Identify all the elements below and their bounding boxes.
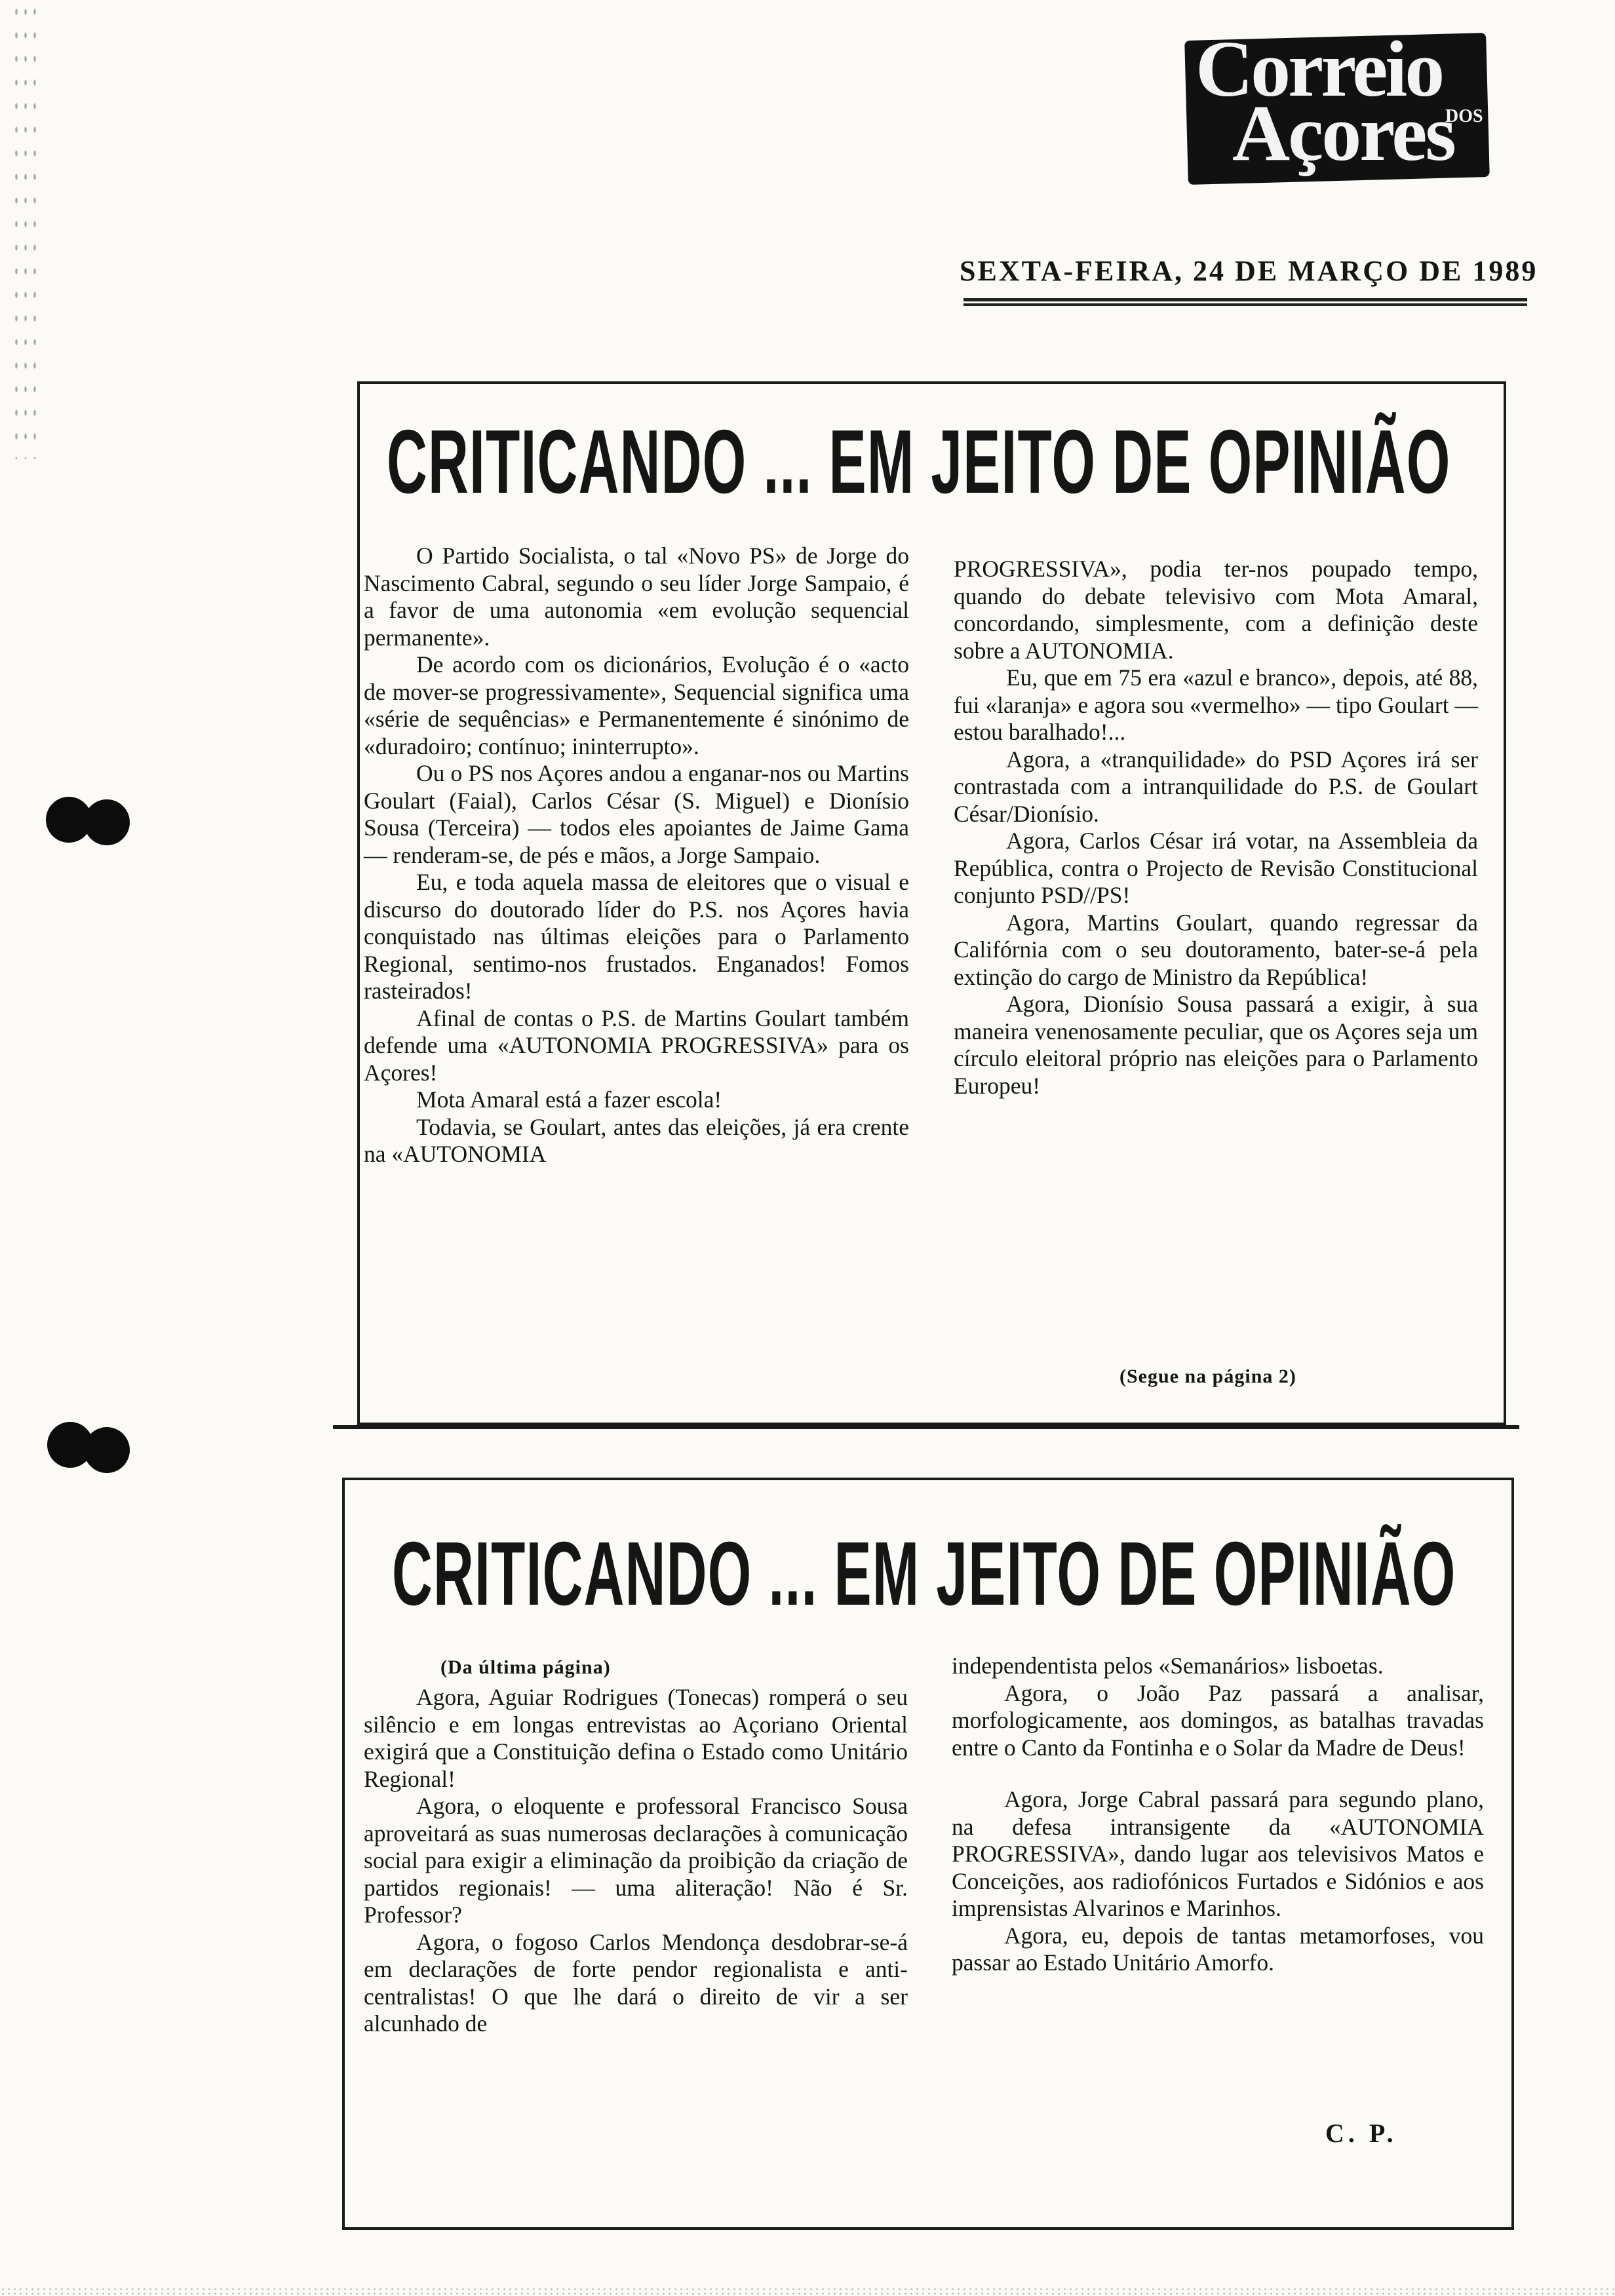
date-rule bbox=[963, 298, 1527, 306]
article-2-headline: CRITICANDO ... EM JEITO DE OPINIÃO bbox=[392, 1523, 1456, 1624]
article-2-left-column bbox=[364, 1684, 908, 2038]
article-1-right-column bbox=[954, 556, 1478, 1100]
from-last-page-note: (Da última página) bbox=[440, 1656, 611, 1678]
punch-hole-top-2 bbox=[84, 799, 130, 845]
article-2-right-column bbox=[952, 1653, 1484, 1977]
paragraph: Eu, que em 75 era «azul e branco», depois, até 88, fui «laranja» e agora sou «vermelho» — tipo Goulart — estou baralhado!... bbox=[954, 664, 1478, 745]
separator-rule bbox=[333, 1425, 1519, 1429]
paragraph: Ou o PS nos Açores andou a enganar-nos ou Martins Goulart (Faial), Carlos César (S. Miguel) e Dionísio Sousa (Terceira) — todos eles apoiantes de Jaime Gama — renderam-se, de pés e mãos, a Jorge Sampaio. bbox=[364, 760, 909, 868]
paragraph: O Partido Socialista, o tal «Novo PS» de Jorge do Nascimento Cabral, segundo o seu líder Jorge Sampaio, é a favor de uma autonomia «em evolução sequencial permanente». bbox=[364, 543, 909, 651]
paragraph: Agora, eu, depois de tantas metamorfoses, vou passar ao Estado Unitário Amorfo. bbox=[952, 1922, 1484, 1976]
paragraph: Eu, e toda aquela massa de eleitores que o visual e discurso do doutorado líder do P.S. nos Açores havia conquistado nas últimas eleições para o Parlamento Regional, sentimo-nos frustados. Enganados! Fomos rasteirados! bbox=[364, 869, 909, 1004]
paragraph: PROGRESSIVA», podia ter-nos poupado tempo, quando do debate televisivo com Mota Amaral, concordando, simplesmente, com a definição deste sobre a AUTONOMIA. bbox=[954, 556, 1478, 664]
article-1-headline: CRITICANDO ... EM JEITO DE OPINIÃO bbox=[387, 411, 1451, 512]
scan-edge-noise bbox=[12, 0, 38, 459]
article-1-left-column bbox=[364, 543, 909, 1168]
scan-bottom-noise bbox=[0, 2287, 1615, 2296]
issue-date: SEXTA-FEIRA, 24 DE MARÇO DE 1989 bbox=[960, 255, 1538, 287]
newspaper-logo bbox=[1180, 25, 1501, 186]
paragraph: Todavia, se Goulart, antes das eleições, já era crente na «AUTONOMIA bbox=[364, 1113, 909, 1167]
paragraph: Agora, Martins Goulart, quando regressar da Califórnia com o seu doutoramento, bater-se-á pela extinção do cargo de Ministro da República! bbox=[954, 909, 1478, 990]
paragraph: Afinal de contas o P.S. de Martins Goulart também defende uma «AUTONOMIA PROGRESSIVA» para os Açores! bbox=[364, 1004, 909, 1086]
paragraph: Agora, Aguiar Rodrigues (Tonecas) romperá o seu silêncio e em longas entrevistas ao Açoriano Oriental exigirá que a Constituição defina o Estado como Unitário Regional! bbox=[364, 1684, 908, 1792]
continued-note: (Segue na página 2) bbox=[1119, 1366, 1296, 1387]
paragraph: Agora, o João Paz passará a analisar, morfologicamente, aos domingos, as batalhas travadas entre o Canto da Fontinha e o Solar da Madre de Deus! bbox=[952, 1679, 1484, 1761]
paragraph: independentista pelos «Semanários» lisboetas. bbox=[952, 1653, 1384, 1679]
paragraph: Agora, Dionísio Sousa passará a exigir, à sua maneira venenosamente peculiar, que os Açores seja um círculo eleitoral próprio nas eleições para o Parlamento Europeu! bbox=[954, 991, 1478, 1099]
paragraph: De acordo com os dicionários, Evolução é o «acto de mover-se progressivamente», Sequencial significa uma «série de sequências» e Permanentemente é sinónimo de «duradoiro; contínuo; ininterrupto». bbox=[364, 651, 909, 759]
paragraph: Agora, o fogoso Carlos Mendonça desdobrar-se-á em declarações de forte pendor regionalista e anti-centralistas! O que lhe dará o direito de vir a ser alcunhado de bbox=[364, 1928, 908, 2037]
punch-hole-bottom-2 bbox=[84, 1427, 130, 1473]
paragraph: Agora, Carlos César irá votar, na Assembleia da República, contra o Projecto de Revisão Constitucional conjunto PSD//PS! bbox=[954, 828, 1478, 908]
paragraph: Agora, a «tranquilidade» do PSD Açores irá ser contrastada com a intranquilidade do P.S. de Goulart César/Dionísio. bbox=[954, 746, 1478, 827]
author-signature: C. P. bbox=[1325, 2118, 1397, 2148]
logo-word-correio: Correio bbox=[1196, 25, 1443, 113]
logo-word-dos: DOS bbox=[1445, 106, 1483, 126]
paragraph: Mota Amaral está a fazer escola! bbox=[416, 1086, 722, 1113]
paragraph: Agora, o eloquente e professoral Francisco Sousa aproveitará as suas numerosas declarações à comunicação social para exigir a eliminação da proibição da criação de partidos regionais! — uma aliteração! Não é Sr. Professor? bbox=[364, 1793, 908, 1928]
logo-word-acores: Açores bbox=[1232, 89, 1454, 178]
paragraph: Agora, Jorge Cabral passará para segundo plano, na defesa intransigente da «AUTONOMIA PROGRESSIVA», dando lugar aos televisivos Matos e Conceições, aos radiofónicos Furtados e Sidónios e aos imprensistas Alvarinos e Marinhos. bbox=[952, 1786, 1484, 1921]
